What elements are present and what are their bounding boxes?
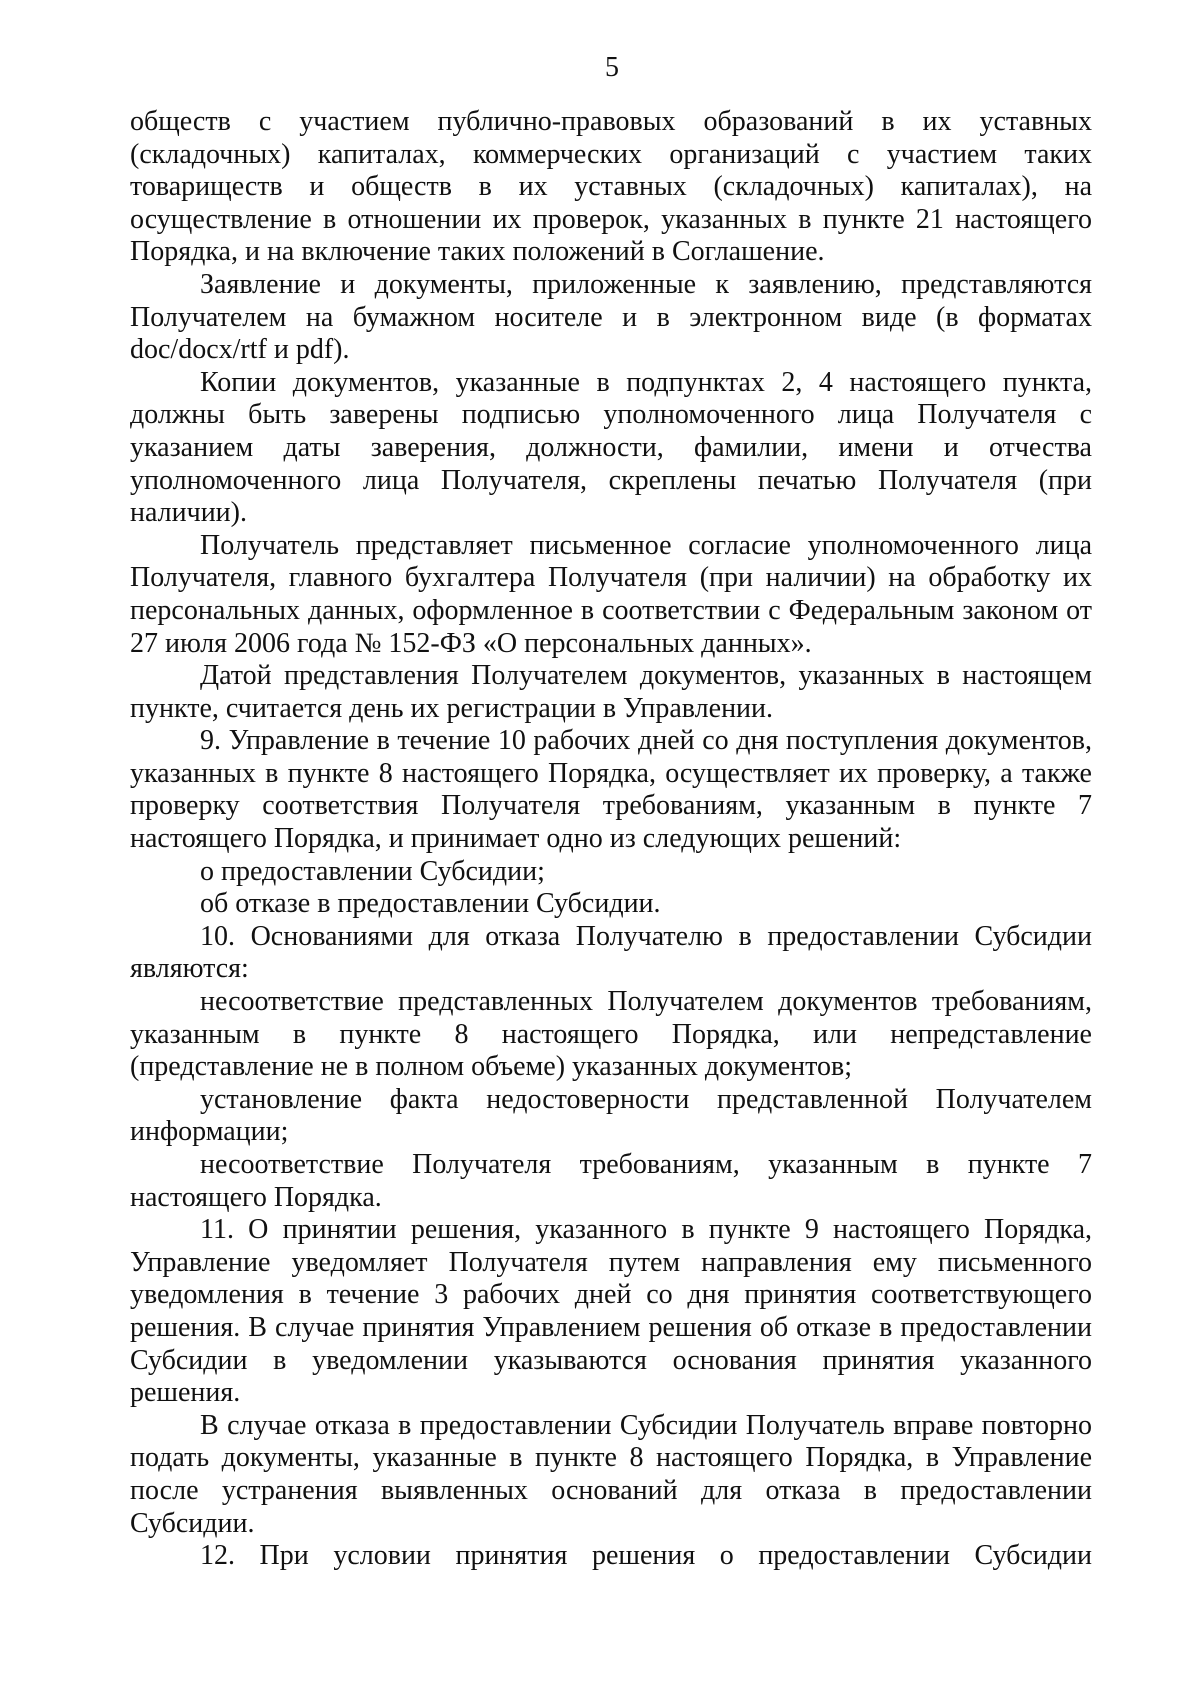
- page-number: 5: [605, 52, 619, 83]
- paragraph-refusal-ground-1: несоответствие представленных Получателем документов требованиям, указанным в пункте 8 настоящего Порядка, или непредставление (представление не в полном объеме) указанных документов;: [130, 986, 1092, 1083]
- paragraph-document-copies: Копии документов, указанные в подпунктах 2, 4 настоящего пункта, должны быть заверены подписью уполномоченного лица Получателя с указанием даты заверения, должности, фамилии, имени и отчества уполномоченного лица Получателя, скреплены печатью Получателя (при наличии).: [130, 366, 1092, 529]
- paragraph-item-10: 10. Основаниями для отказа Получателю в предоставлении Субсидии являются:: [130, 920, 1092, 985]
- paragraph-refusal-ground-3: несоответствие Получателя требованиям, указанным в пункте 7 настоящего Порядка.: [130, 1149, 1092, 1213]
- paragraph-resubmission: В случае отказа в предоставлении Субсидии Получатель вправе повторно подать документы, указанные в пункте 8 настоящего Порядка, в Управление после устранения выявленных оснований для отказа в предоставлении Субсидии.: [130, 1409, 1092, 1539]
- paragraph-submission-date: Датой представления Получателем документов, указанных в настоящем пункте, считается день их регистрации в Управлении.: [130, 660, 1092, 724]
- paragraph-item-12: 12. При условии принятия решения о предоставлении Субсидии: [200, 1540, 1092, 1572]
- paragraph-decision-grant: о предоставлении Субсидии;: [200, 855, 545, 887]
- paragraph-application-format: Заявление и документы, приложенные к заявлению, представляются Получателем на бумажном носителе и в электронном виде (в форматах doc/docx/rtf и pdf).: [130, 268, 1092, 366]
- paragraph-refusal-ground-2: установление факта недостоверности представленной Получателем информации;: [130, 1083, 1092, 1148]
- paragraph-item-11: 11. О принятии решения, указанного в пункте 9 настоящего Порядка, Управление уведомляет Получателя путем направления ему письменного уведомления в течение 3 рабочих дней со дня принятия соответствующего решения. В случае принятия Управлением решения об отказе в предоставлении Субсидии в уведомлении указываются основания принятия указанного решения.: [130, 1214, 1092, 1409]
- paragraph-personal-data-consent: Получатель представляет письменное согласие уполномоченного лица Получателя, главного бухгалтера Получателя (при наличии) на обработку их персональных данных, оформленное в соответствии с Федеральным законом от 27 июля 2006 года № 152-ФЗ «О персональных данных».: [130, 529, 1092, 659]
- paragraph-continuation: обществ с участием публично-правовых образований в их уставных (складочных) капиталах, коммерческих организаций с участием таких товариществ и обществ в их уставных (складочных) капиталах), на осуществление в отношении их проверок, указанных в пункте 21 настоящего Порядка, и на включение таких положений в Соглашение.: [130, 106, 1092, 268]
- paragraph-item-9: 9. Управление в течение 10 рабочих дней со дня поступления документов, указанных в пункте 8 настоящего Порядка, осуществляет их проверку, а также проверку соответствия Получателя требованиям, указанным в пункте 7 настоящего Порядка, и принимает одно из следующих решений:: [130, 725, 1092, 855]
- document-body: [130, 106, 1092, 1573]
- paragraph-decision-refuse: об отказе в предоставлении Субсидии.: [200, 888, 661, 920]
